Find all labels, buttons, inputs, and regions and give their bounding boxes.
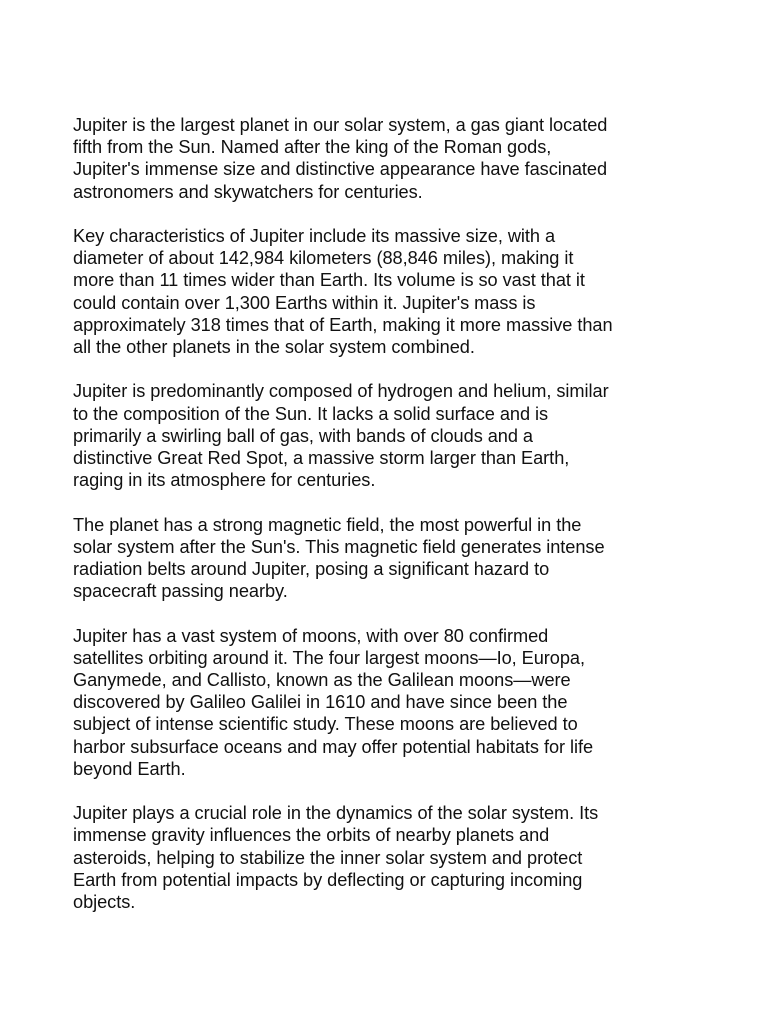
paragraph-magnetic-field: The planet has a strong magnetic field, the most powerful in the solar system after the Sun's. This magnetic field generates intense radiation belts around Jupiter, posing a significant hazard to spacecraft passing nearby.: [73, 514, 605, 602]
paragraph-composition: Jupiter is predominantly composed of hydrogen and helium, similar to the composition of the Sun. It lacks a solid surface and is primarily a swirling ball of gas, with bands of clouds and a distinctive Great Red Spot, a massive storm larger than Earth, raging in its atmosphere for centuries.: [73, 381, 609, 491]
paragraph-moons: Jupiter has a vast system of moons, with over 80 confirmed satellites orbiting around it. The four largest moons—Io, Europa, Ganymede, and Callisto, known as the Galilean moons—were discovered by Galileo Galilei in 1610 and have since been the subject of intense scientific study. These moons are believed to harbor subsurface oceans and may offer potential habitats for life beyond Earth.: [73, 625, 594, 779]
paragraph-key-characteristics: Key characteristics of Jupiter include its massive size, with a diameter of about 142,984 kilometers (88,846 miles), making it more than 11 times wider than Earth. Its volume is so vast that it could contain over 1,300 Earths within it. Jupiter's mass is approximately 318 times that of Earth, making it more massive than all the other planets in the solar system combined.: [73, 226, 613, 358]
paragraph-solar-system-role: Jupiter plays a crucial role in the dynamics of the solar system. Its immense gravity influences the orbits of nearby planets and asteroids, helping to stabilize the inner solar system and protect Earth from potential impacts by deflecting or capturing incoming objects.: [73, 803, 599, 913]
document-body: [73, 114, 713, 935]
paragraph-intro: Jupiter is the largest planet in our solar system, a gas giant located fifth from the Sun. Named after the king of the Roman gods, Jupiter's immense size and distinctive appearance have fascinated astronomers and skywatchers for centuries.: [73, 115, 608, 202]
